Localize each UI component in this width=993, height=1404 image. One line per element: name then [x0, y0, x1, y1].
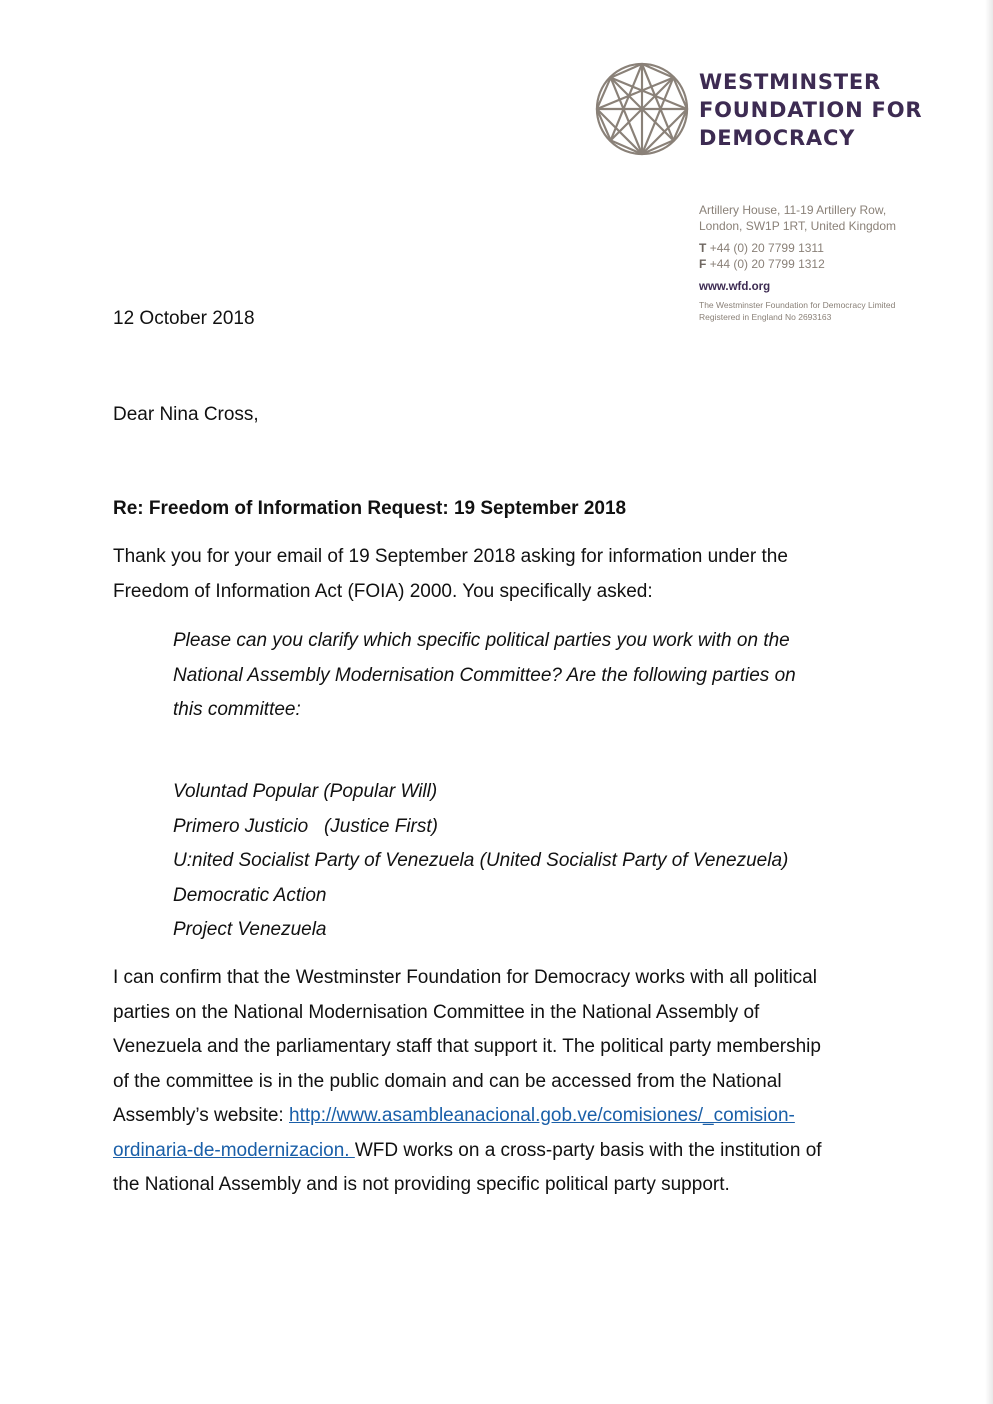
website: www.wfd.org: [699, 281, 771, 293]
fax-label: F: [699, 257, 707, 271]
party-item: Voluntad Popular (Popular Will): [173, 781, 438, 802]
party-item: Primero Justicio (Justice First): [173, 815, 438, 837]
text-line: National Assembly Modernisation Committee? Are the following parties on: [173, 664, 796, 686]
party-list: [173, 775, 788, 948]
text-line: I can confirm that the Westminster Foundation for Democracy works with all political: [113, 967, 817, 988]
org-name: [699, 68, 922, 152]
org-name-line: FOUNDATION FOR: [699, 98, 923, 122]
telephone: [699, 240, 939, 256]
registration-line: Registered in England No 2693163: [699, 312, 832, 322]
contact-block: [699, 202, 939, 323]
text-fragment: WFD works on a cross-party basis with the institution of: [354, 1139, 822, 1161]
text-line: the National Assembly and is not providing specific political party support.: [113, 1174, 730, 1195]
party-item: Project Venezuela: [173, 919, 327, 940]
letter-date: 12 October 2018: [113, 308, 255, 329]
text-line: Thank you for your email of 19 September 2018 asking for information under the: [113, 546, 788, 567]
salutation: Dear Nina Cross,: [113, 404, 259, 425]
registration-line: The Westminster Foundation for Democracy Limited: [699, 300, 896, 310]
response-paragraph: [113, 961, 873, 1203]
text-line: Freedom of Information Act (FOIA) 2000. You specifically asked:: [113, 580, 653, 602]
telephone-label: T: [699, 241, 707, 255]
intro-paragraph: [113, 540, 873, 609]
text-line: of the committee is in the public domain and can be accessed from the National: [113, 1070, 782, 1092]
telephone-number: +44 (0) 20 7799 1311: [709, 241, 824, 255]
address: [699, 202, 939, 234]
party-item: Democratic Action: [173, 884, 327, 906]
globe-network-icon: [593, 60, 691, 158]
text-line: Venezuela and the parliamentary staff that support it. The political party membership: [113, 1036, 821, 1057]
quoted-request: [173, 624, 796, 728]
address-line: Artillery House, 11-19 Artillery Row,: [699, 203, 887, 217]
assembly-website-link[interactable]: http://www.asambleanacional.gob.ve/comisiones/_comision-: [289, 1105, 795, 1126]
wfd-logo: [593, 60, 923, 160]
page-edge-shadow: [985, 0, 993, 1404]
text-line: parties on the National Modernisation Committee in the National Assembly of: [113, 1001, 760, 1023]
phone-numbers: [699, 240, 939, 272]
address-line: London, SW1P 1RT, United Kingdom: [699, 219, 897, 233]
text-fragment: Assembly’s website:: [113, 1105, 289, 1126]
text-line: this committee:: [173, 699, 301, 720]
org-name-line: DEMOCRACY: [699, 126, 856, 150]
assembly-website-link-continued[interactable]: ordinaria-de-modernizacion.: [113, 1139, 355, 1161]
fax: [699, 256, 939, 272]
party-item: U:nited Socialist Party of Venezuela (United Socialist Party of Venezuela): [173, 850, 789, 871]
text-line: [113, 1099, 873, 1134]
text-line: [113, 1134, 873, 1169]
subject-line: Re: Freedom of Information Request: 19 September 2018: [113, 498, 627, 519]
org-name-line: WESTMINSTER: [699, 70, 882, 94]
fax-number: +44 (0) 20 7799 1312: [709, 257, 825, 271]
registration: [699, 299, 939, 323]
text-line: Please can you clarify which specific political parties you work with on the: [173, 630, 790, 651]
